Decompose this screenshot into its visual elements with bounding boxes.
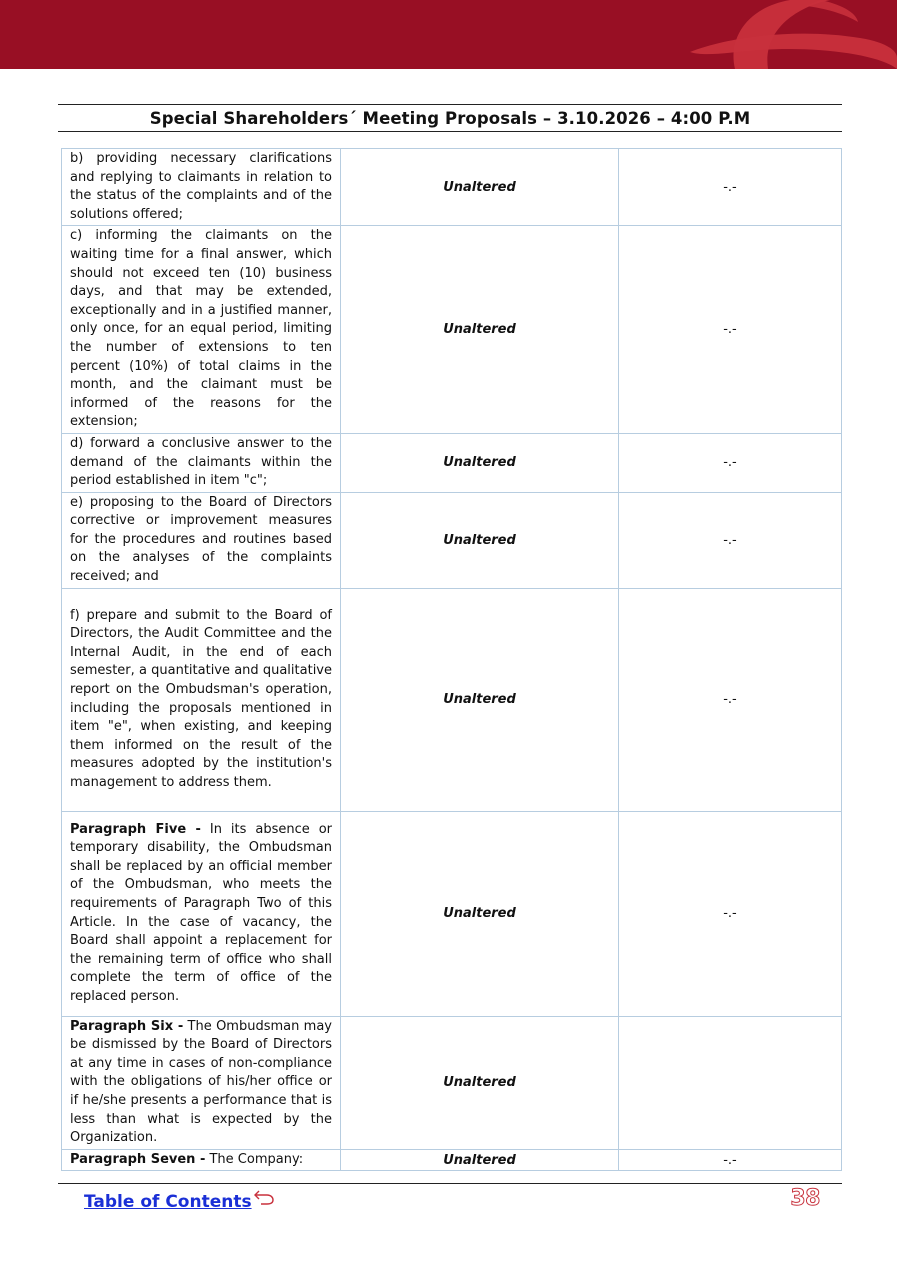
status-cell: Unaltered [341,811,619,1016]
proposal-text: e) proposing to the Board of Directors corrective or improvement measures for the procedures and routines based on the analyses of the complaints received; and [70,494,332,585]
note-cell: -.- [619,811,842,1016]
status-cell: Unaltered [341,588,619,811]
proposal-text: d) forward a conclusive answer to the demand of the claimants within the period established in item "c"; [70,435,332,489]
page-title: Special Shareholders´ Meeting Proposals – 3.10.2026 – 4:00 P.M [149,108,751,128]
note-cell: -.- [619,433,842,492]
table-row [62,588,842,811]
proposal-text-cell [62,433,341,492]
paragraph-lead: Paragraph Five - [70,821,201,837]
note-cell: -.- [619,226,842,434]
proposal-text-cell [62,811,341,1016]
proposal-text-cell [62,226,341,434]
proposal-text: b) providing necessary clarifications and replying to claimants in relation to the status of the complaints and of the solutions offered; [70,151,332,222]
page-title-bar [58,104,842,132]
status-cell: Unaltered [341,149,619,226]
proposal-text-cell [62,1149,341,1171]
status-cell: Unaltered [341,226,619,434]
table-of-contents-link[interactable]: Table of Contents [84,1192,252,1212]
note-cell: -.- [619,588,842,811]
table-row [62,1149,842,1171]
proposal-text-cell [62,1016,341,1149]
status-cell: Unaltered [341,1149,619,1171]
paragraph-lead: Paragraph Six - [70,1018,184,1034]
footer-divider [58,1183,842,1184]
table-row [62,433,842,492]
proposals-table [61,148,842,1171]
swirl-logo-icon [0,0,897,69]
header-banner [0,0,897,69]
table-row [62,811,842,1016]
table-row [62,492,842,588]
proposal-text-cell [62,492,341,588]
proposal-text: The Company: [205,1151,304,1167]
note-cell: -.- [619,1149,842,1171]
status-cell: Unaltered [341,1016,619,1149]
proposal-text: The Ombudsman may be dismissed by the Board of Directors at any time in cases of non-compliance with the obligations of his/her office or if he/she presents a performance that is less than what is expected by the Organization. [70,1018,332,1146]
proposal-text: f) prepare and submit to the Board of Directors, the Audit Committee and the Internal Audit, in the end of each semester, a quantitative and qualitative report on the Ombudsman's operation, including the proposals mentioned in item "e", when existing, and keeping them informed on the result of the measures adopted by the institution's management to address them. [70,607,332,791]
paragraph-lead: Paragraph Seven - [70,1151,206,1167]
return-arrow-icon[interactable] [253,1188,275,1206]
table-row [62,149,842,226]
proposal-text-cell [62,588,341,811]
table-row [62,226,842,434]
note-cell: -.- [619,492,842,588]
table-row [62,1016,842,1149]
proposal-text-cell [62,149,341,226]
status-cell: Unaltered [341,492,619,588]
proposal-text: In its absence or temporary disability, the Ombudsman shall be replaced by an official member of the Ombudsman, who meets the requirements of Paragraph Two of this Article. In the case of vacancy, the Board shall appoint a replacement for the remaining term of office who shall complete the term of office of the replaced person. [70,821,332,1005]
note-cell [619,1016,842,1149]
page-number: 38 [790,1186,820,1211]
proposal-text: c) informing the claimants on the waiting time for a final answer, which should not exceed ten (10) business days, and that may be extended, exceptionally and in a justified manner, only once, for an equal period, limiting the number of extensions to ten percent (10%) of total claims in the month, and the claimant must be informed of the reasons for the extension; [70,228,332,430]
status-cell: Unaltered [341,433,619,492]
note-cell: -.- [619,149,842,226]
